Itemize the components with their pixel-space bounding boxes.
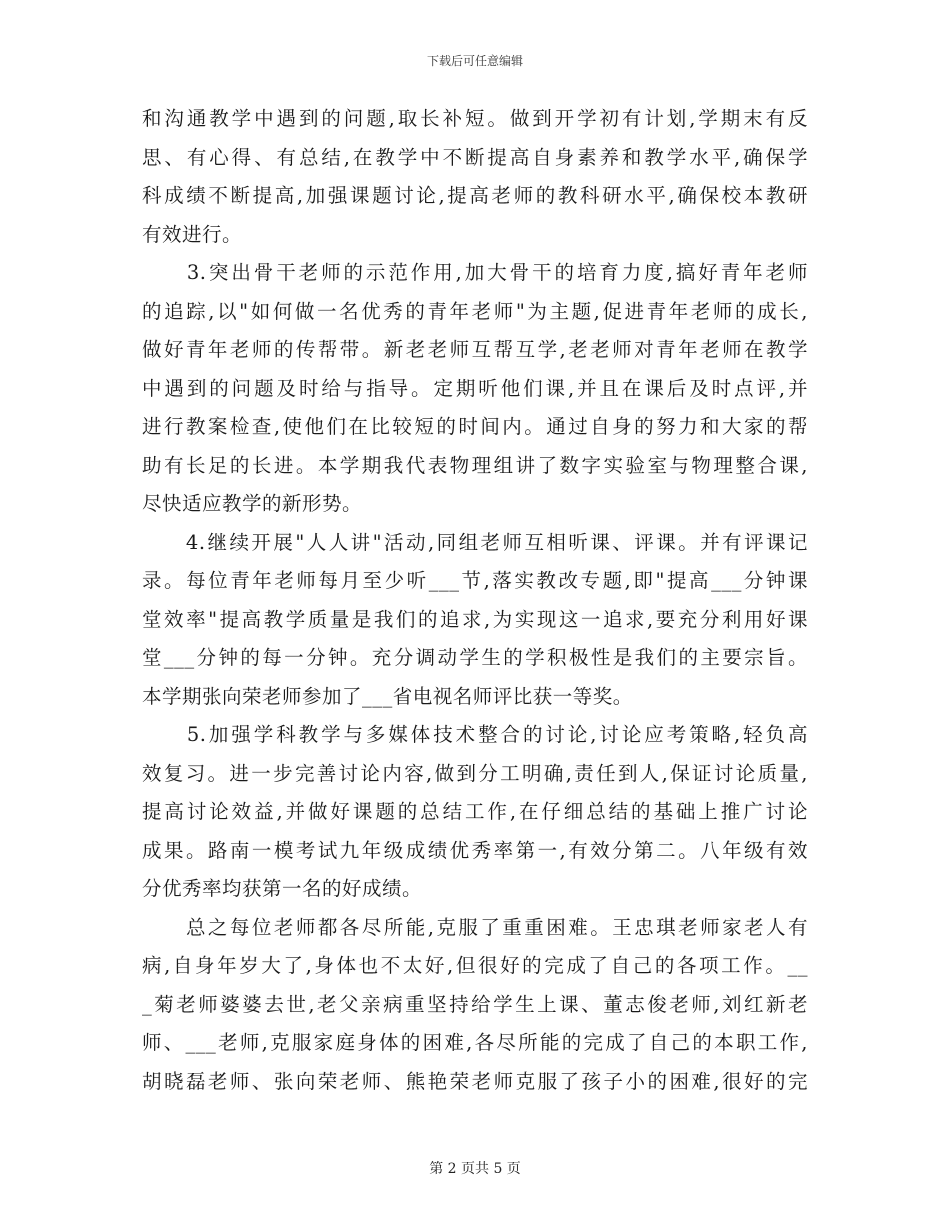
text-line: _菊老师婆婆去世,老父亲病重坚持给学生上课、董志俊老师,刘红新老 [142, 992, 808, 1016]
text-line: 科成绩不断提高,加强课题讨论,提高老师的教科研水平,确保校本教研 [142, 184, 808, 207]
text-line: 的追踪,以"如何做一名优秀的青年老师"为主题,促进青年老师的成长, [142, 299, 808, 323]
text-line: 成果。路南一模考试九年级成绩优秀率第一,有效分第二。八年级有效 [142, 838, 808, 862]
text-line: 师、___老师,克服家庭身体的困难,各尽所能的完成了自己的本职工作, [142, 1031, 808, 1054]
text-line: 分优秀率均获第一名的好成绩。 [142, 877, 423, 900]
text-line: 录。每位青年老师每月至少听___节,落实教改专题,即"提高___分钟课 [142, 569, 808, 592]
text-line: 做好青年老师的传帮带。新老老师互帮互学,老老师对青年老师在教学 [142, 338, 808, 361]
text-line: 本学期张向荣老师参加了___省电视名师评比获一等奖。 [142, 684, 633, 708]
text-line: 胡晓磊老师、张向荣老师、熊艳荣老师克服了孩子小的困难,很好的完 [142, 1069, 808, 1093]
text-line: 总之每位老师都各尽所能,克服了重重困难。王忠琪老师家老人有 [142, 915, 808, 939]
text-line: 3.突出骨干老师的示范作用,加大骨干的培育力度,搞好青年老师 [142, 261, 808, 284]
document-body [142, 100, 808, 1101]
text-line: 5.加强学科教学与多媒体技术整合的讨论,讨论应考策略,轻负高 [142, 723, 808, 746]
text-line: 中遇到的问题及时给与指导。定期听他们课,并且在课后及时点评,并 [142, 376, 808, 400]
text-line: 4.继续开展"人人讲"活动,同组老师互相听课、评课。并有评课记 [142, 530, 808, 554]
page-footer: 第 2 页共 5 页 [429, 1161, 521, 1177]
text-line: 思、有心得、有总结,在教学中不断提高自身素养和教学水平,确保学 [142, 145, 808, 169]
text-line: 有效进行。 [142, 222, 243, 246]
text-line: 堂效率"提高教学质量是我们的追求,为实现这一追求,要充分利用好课 [142, 607, 808, 631]
text-line: 和沟通教学中遇到的问题,取长补短。做到开学初有计划,学期末有反 [142, 107, 808, 130]
text-line: 堂___分钟的每一分钟。充分调动学生的学积极性是我们的主要宗旨。 [142, 646, 808, 669]
text-line: 效复习。进一步完善讨论内容,做到分工明确,责任到人,保证讨论质量, [142, 761, 808, 785]
text-line: 进行教案检查,使他们在比较短的时间内。通过自身的努力和大家的帮 [142, 415, 808, 438]
text-line: 助有长足的长进。本学期我代表物理组讲了数字实验室与物理整合课, [142, 453, 808, 477]
text-line: 病,自身年岁大了,身体也不太好,但很好的完成了自己的各项工作。__ [142, 954, 808, 977]
text-line: 提高讨论效益,并做好课题的总结工作,在仔细总结的基础上推广讨论 [142, 800, 808, 823]
page-header: 下载后可任意编辑 [426, 54, 523, 68]
text-line: 尽快适应教学的新形势。 [142, 492, 363, 515]
